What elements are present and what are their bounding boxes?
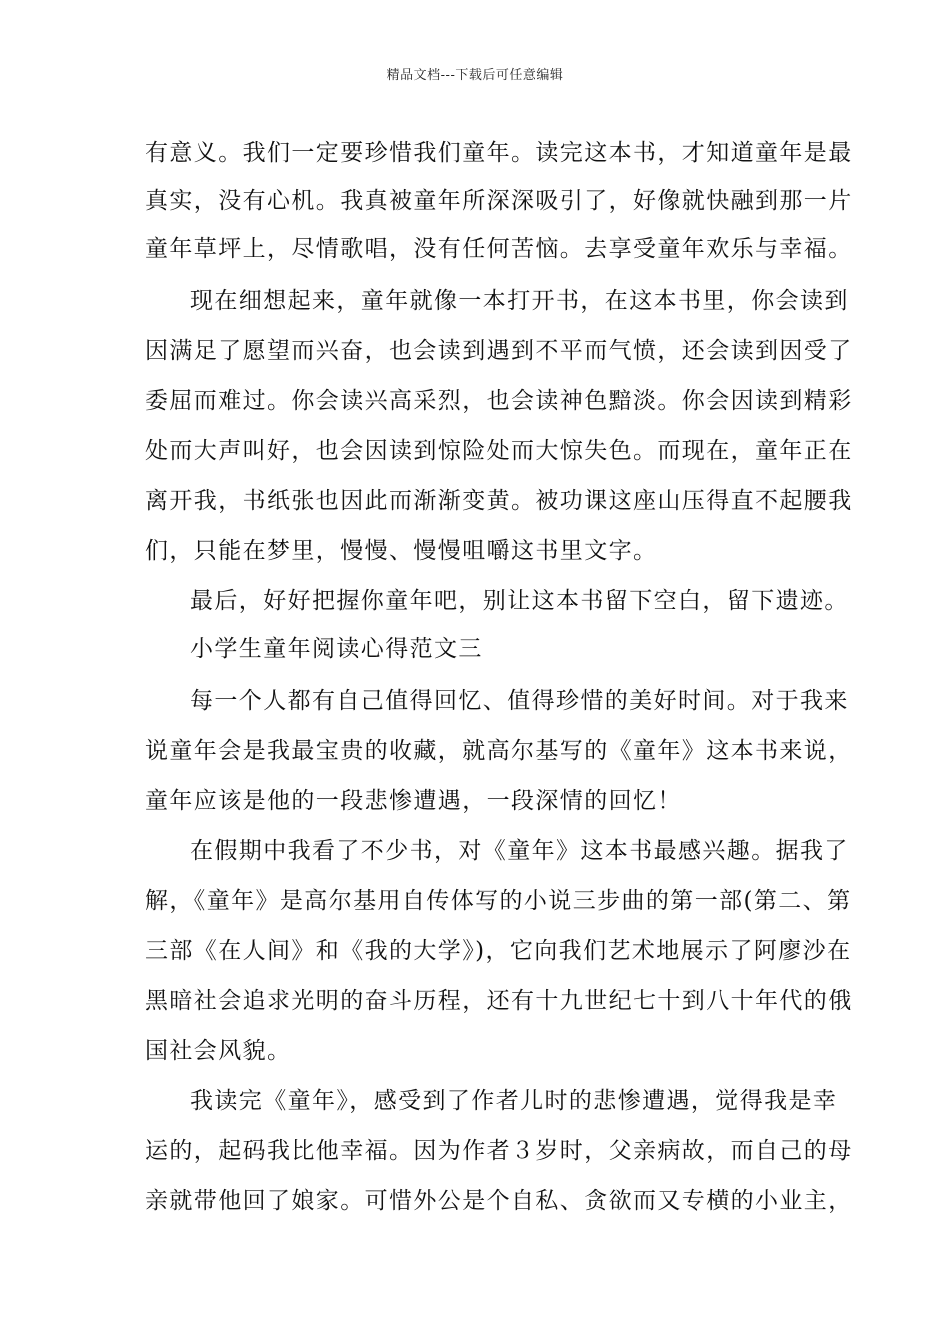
text-line: 离开我，书纸张也因此而渐渐变黄。被功课这座山压得直不起腰我	[145, 488, 853, 514]
paragraph-first-line: 在假期中我看了不少书，对《童年》这本书最感兴趣。据我了	[190, 838, 849, 864]
paragraph-first-line: 现在细想起来，童年就像一本打开书，在这本书里，你会读到	[190, 288, 849, 314]
section-heading: 小学生童年阅读心得范文三	[190, 636, 483, 662]
paragraph-first-line: 每一个人都有自己值得回忆、值得珍惜的美好时间。对于我来	[190, 688, 849, 714]
text-line: 三部《在人间》和《我的大学》)，它向我们艺术地展示了阿廖沙在	[145, 938, 852, 964]
text-line: 有意义。我们一定要珍惜我们童年。读完这本书，才知道童年是最	[145, 140, 853, 166]
text-line: 黑暗社会追求光明的奋斗历程，还有十九世纪七十到八十年代的俄	[145, 988, 853, 1014]
text-line: 亲就带他回了娘家。可惜外公是个自私、贪欲而又专横的小业主，	[145, 1188, 853, 1214]
text-line: 童年草坪上，尽情歌唱，没有任何苦恼。去享受童年欢乐与幸福。	[145, 236, 853, 262]
text-line: 童年应该是他的一段悲惨遭遇，一段深情的回忆！	[145, 788, 682, 814]
text-line: 说童年会是我最宝贵的收藏，就高尔基写的《童年》这本书来说，	[145, 738, 853, 764]
text-line: 们，只能在梦里，慢慢、慢慢咀嚼这书里文字。	[145, 538, 658, 564]
text-line: 真实，没有心机。我真被童年所深深吸引了，好像就快融到那一片	[145, 188, 853, 214]
text-line: 国社会风貌。	[145, 1038, 292, 1064]
text-line: 解，《童年》是高尔基用自传体写的小说三步曲的第一部(第二、第	[145, 888, 852, 914]
paragraph-first-line: 我读完《童年》，感受到了作者儿时的悲惨遭遇，觉得我是幸	[190, 1088, 838, 1114]
page-header: 精品文档---下载后可任意编辑	[386, 68, 564, 83]
paragraph-first-line: 最后，好好把握你童年吧，别让这本书留下空白，留下遗迹。	[190, 588, 849, 614]
text-line: 委屈而难过。你会读兴高采烈，也会读神色黯淡。你会因读到精彩	[145, 388, 853, 414]
text-line: 因满足了愿望而兴奋，也会读到遇到不平而气愤，还会读到因受了	[145, 338, 853, 364]
text-line: 运的，起码我比他幸福。因为作者３岁时，父亲病故，而自己的母	[145, 1138, 853, 1164]
text-line: 处而大声叫好，也会因读到惊险处而大惊失色。而现在，童年正在	[145, 438, 853, 464]
